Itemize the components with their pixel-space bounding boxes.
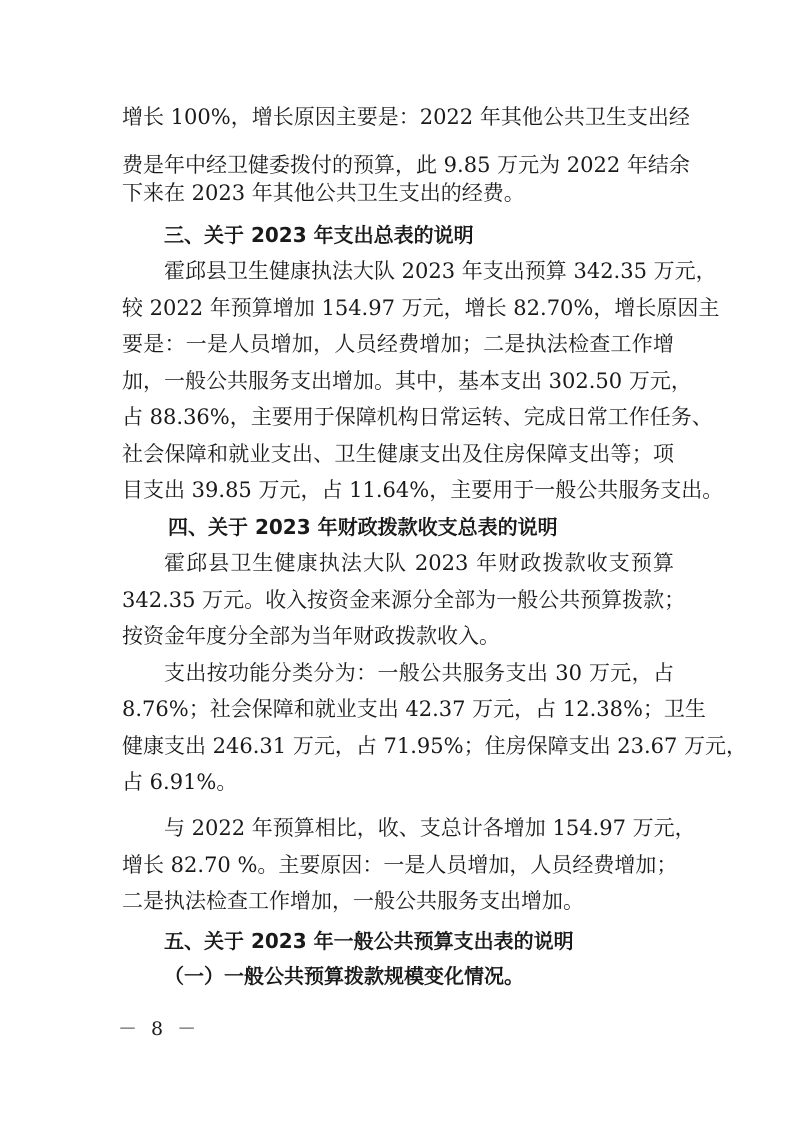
paragraph-line: 较 2022 年预算增加 154.97 万元，增长 82.70%，增长原因主 [122, 296, 720, 320]
page-number: － 8 － [118, 1018, 201, 1040]
paragraph-line: 要是：一是人员增加，人员经费增加；二是执法检查工作增 [122, 332, 674, 356]
subsection-heading: （一）一般公共预算拨款规模变化情况。 [164, 964, 524, 988]
section-heading-4: 四、关于 2023 年财政拨款收支总表的说明 [168, 515, 558, 539]
section-heading-3: 三、关于 2023 年支出总表的说明 [164, 223, 474, 247]
paragraph-line: 费是年中经卫健委拨付的预算，此 9.85 万元为 2022 年结余 [122, 153, 690, 177]
paragraph-line: 加，一般公共服务支出增加。其中，基本支出 302.50 万元， [122, 369, 692, 393]
paragraph-line: 健康支出 246.31 万元，占 71.95%；住房保障支出 23.67 万元， [122, 734, 748, 758]
paragraph-line: 增长 82.70 %。主要原因：一是人员增加，人员经费增加； [122, 853, 678, 877]
paragraph-line: 占 6.91%。 [122, 770, 238, 794]
paragraph-line: 霍邱县卫生健康执法大队 2023 年支出预算 342.35 万元， [164, 259, 717, 283]
paragraph-line: 社会保障和就业支出、卫生健康支出及住房保障支出等；项 [122, 442, 674, 466]
paragraph-line: 下来在 2023 年其他公共卫生支出的经费。 [122, 181, 525, 205]
paragraph-line: 霍邱县卫生健康执法大队 2023 年财政拨款收支预算 [164, 551, 674, 575]
section-heading-5: 五、关于 2023 年一般公共预算支出表的说明 [164, 929, 574, 953]
paragraph-line: 目支出 39.85 万元，占 11.64%，主要用于一般公共服务支出。 [122, 478, 724, 502]
paragraph-line: 按资金年度分全部为当年财政拨款收入。 [122, 624, 500, 648]
paragraph-line: 与 2022 年预算相比，收、支总计各增加 154.97 万元， [164, 816, 696, 840]
paragraph-line: 8.76%；社会保障和就业支出 42.37 万元，占 12.38%；卫生 [122, 697, 706, 721]
paragraph-line: 占 88.36%，主要用于保障机构日常运转、完成日常工作任务、 [122, 405, 713, 429]
paragraph-line: 支出按功能分类分为：一般公共服务支出 30 万元，占 [164, 661, 674, 685]
paragraph-line: 二是执法检查工作增加，一般公共服务支出增加。 [122, 889, 584, 913]
paragraph-line: 增长 100%，增长原因主要是：2022 年其他公共卫生支出经 [122, 105, 690, 129]
paragraph-line: 342.35 万元。收入按资金来源分全部为一般公共预算拨款； [122, 588, 686, 612]
